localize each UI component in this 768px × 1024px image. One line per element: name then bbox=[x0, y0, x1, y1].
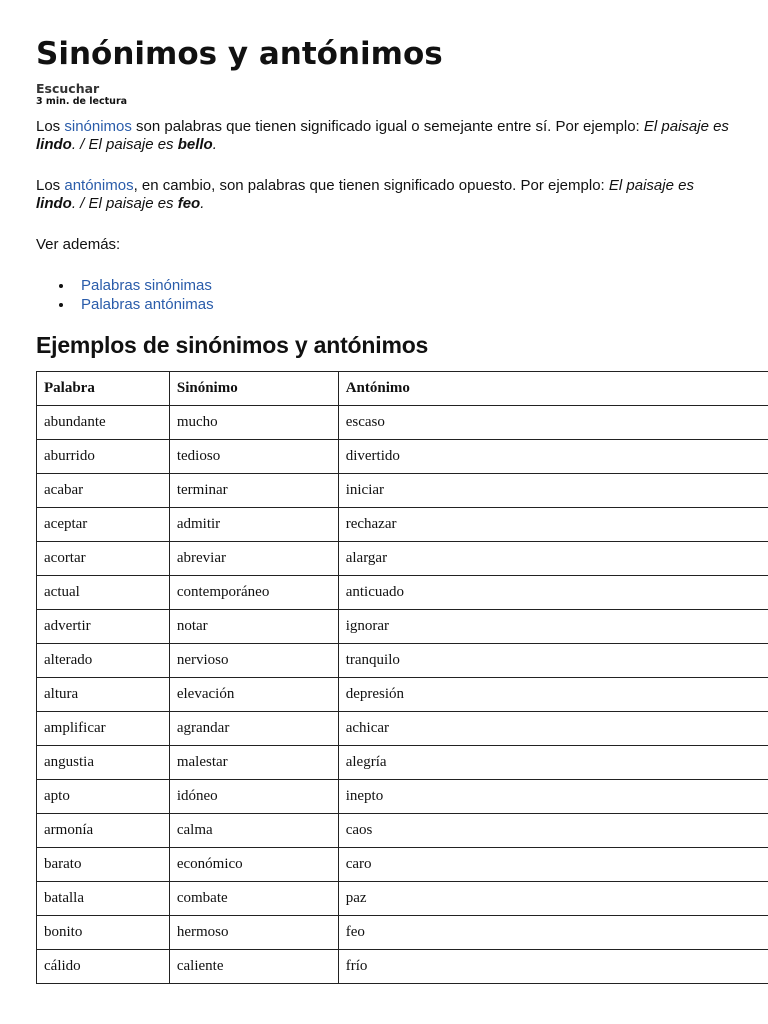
cell-synonym: contemporáneo bbox=[169, 576, 338, 610]
cell-synonym: notar bbox=[169, 610, 338, 644]
table-row bbox=[37, 576, 768, 610]
table-row bbox=[37, 508, 768, 542]
text-span: son palabras que tienen significado igual o semejante entre sí. Por ejemplo: bbox=[131, 118, 644, 135]
cell-synonym: económico bbox=[169, 848, 338, 882]
cell-word: actual bbox=[37, 576, 170, 610]
example-bold: bello bbox=[177, 135, 213, 153]
cell-synonym: agrandar bbox=[169, 712, 338, 746]
table-row bbox=[37, 644, 768, 678]
cell-word: bonito bbox=[37, 916, 170, 950]
cell-word: armonía bbox=[37, 814, 170, 848]
cell-antonym: inepto bbox=[338, 780, 768, 814]
cell-antonym: escaso bbox=[338, 406, 768, 440]
cell-antonym: paz bbox=[338, 882, 768, 916]
cell-antonym: depresión bbox=[338, 678, 768, 712]
cell-word: aburrido bbox=[37, 440, 170, 474]
link-palabras-antonimas[interactable]: Palabras antónimas bbox=[81, 296, 214, 313]
page-title: Sinónimos y antónimos bbox=[36, 36, 443, 72]
table-row bbox=[37, 848, 768, 882]
read-time: 3 min. de lectura bbox=[36, 96, 128, 107]
cell-synonym: idóneo bbox=[169, 780, 338, 814]
cell-antonym: tranquilo bbox=[338, 644, 768, 678]
cell-word: amplificar bbox=[37, 712, 170, 746]
link-palabras-sinonimas[interactable]: Palabras sinónimas bbox=[81, 277, 212, 294]
cell-antonym: anticuado bbox=[338, 576, 768, 610]
cell-word: batalla bbox=[37, 882, 170, 916]
table-row bbox=[37, 950, 768, 984]
cell-word: apto bbox=[37, 780, 170, 814]
cell-synonym: mucho bbox=[169, 406, 338, 440]
cell-synonym: admitir bbox=[169, 508, 338, 542]
cell-synonym: malestar bbox=[169, 746, 338, 780]
table-row bbox=[37, 678, 768, 712]
table-row bbox=[37, 882, 768, 916]
table-row bbox=[37, 712, 768, 746]
listen-button[interactable]: Escuchar bbox=[36, 81, 100, 96]
see-also-list bbox=[36, 276, 214, 314]
table-row bbox=[37, 474, 768, 508]
cell-synonym: caliente bbox=[169, 950, 338, 984]
cell-word: acortar bbox=[37, 542, 170, 576]
paragraph-synonyms bbox=[36, 118, 736, 153]
text-span: , en cambio, son palabras que tienen significado opuesto. Por ejemplo: bbox=[133, 177, 609, 194]
cell-antonym: rechazar bbox=[338, 508, 768, 542]
cell-antonym: alargar bbox=[338, 542, 768, 576]
example-text: El paisaje es bbox=[643, 118, 729, 135]
cell-antonym: feo bbox=[338, 916, 768, 950]
header-palabra: Palabra bbox=[37, 372, 170, 406]
table-row bbox=[37, 814, 768, 848]
section-heading: Ejemplos de sinónimos y antónimos bbox=[36, 332, 429, 358]
cell-antonym: caro bbox=[338, 848, 768, 882]
cell-antonym: iniciar bbox=[338, 474, 768, 508]
link-antonimos[interactable]: antónimos bbox=[64, 177, 134, 194]
text-span: Los bbox=[36, 118, 65, 135]
cell-synonym: abreviar bbox=[169, 542, 338, 576]
cell-word: alterado bbox=[37, 644, 170, 678]
text-span: Los bbox=[36, 177, 65, 194]
cell-antonym: ignorar bbox=[338, 610, 768, 644]
cell-synonym: nervioso bbox=[169, 644, 338, 678]
cell-word: cálido bbox=[37, 950, 170, 984]
cell-antonym: divertido bbox=[338, 440, 768, 474]
cell-synonym: terminar bbox=[169, 474, 338, 508]
link-sinonimos[interactable]: sinónimos bbox=[64, 118, 132, 135]
cell-antonym: alegría bbox=[338, 746, 768, 780]
cell-word: abundante bbox=[37, 406, 170, 440]
cell-word: angustia bbox=[37, 746, 170, 780]
example-text: . bbox=[212, 135, 217, 153]
example-bold: feo bbox=[177, 194, 201, 212]
see-also-label: Ver además: bbox=[36, 236, 121, 253]
example-text: El paisaje es bbox=[608, 177, 694, 194]
example-text: . / El paisaje es bbox=[71, 194, 178, 212]
table-row bbox=[37, 916, 768, 950]
example-text: . bbox=[200, 194, 205, 212]
table-row bbox=[37, 746, 768, 780]
cell-synonym: tedioso bbox=[169, 440, 338, 474]
table-row bbox=[37, 406, 768, 440]
cell-word: acabar bbox=[37, 474, 170, 508]
example-text: . / El paisaje es bbox=[71, 135, 178, 153]
synonyms-antonyms-table bbox=[36, 371, 768, 984]
cell-synonym: hermoso bbox=[169, 916, 338, 950]
table-row bbox=[37, 780, 768, 814]
list-item bbox=[81, 276, 214, 295]
paragraph-antonyms bbox=[36, 177, 736, 212]
cell-word: aceptar bbox=[37, 508, 170, 542]
list-item bbox=[81, 295, 214, 314]
cell-word: advertir bbox=[37, 610, 170, 644]
header-sinonimo: Sinónimo bbox=[169, 372, 338, 406]
table-row bbox=[37, 542, 768, 576]
example-bold: lindo bbox=[36, 135, 72, 153]
cell-word: altura bbox=[37, 678, 170, 712]
example-bold: lindo bbox=[36, 194, 72, 212]
table-row bbox=[37, 610, 768, 644]
header-antonimo: Antónimo bbox=[338, 372, 768, 406]
cell-synonym: calma bbox=[169, 814, 338, 848]
cell-word: barato bbox=[37, 848, 170, 882]
table-header-row bbox=[37, 372, 768, 406]
cell-synonym: elevación bbox=[169, 678, 338, 712]
cell-antonym: achicar bbox=[338, 712, 768, 746]
cell-antonym: caos bbox=[338, 814, 768, 848]
cell-synonym: combate bbox=[169, 882, 338, 916]
cell-antonym: frío bbox=[338, 950, 768, 984]
table-row bbox=[37, 440, 768, 474]
